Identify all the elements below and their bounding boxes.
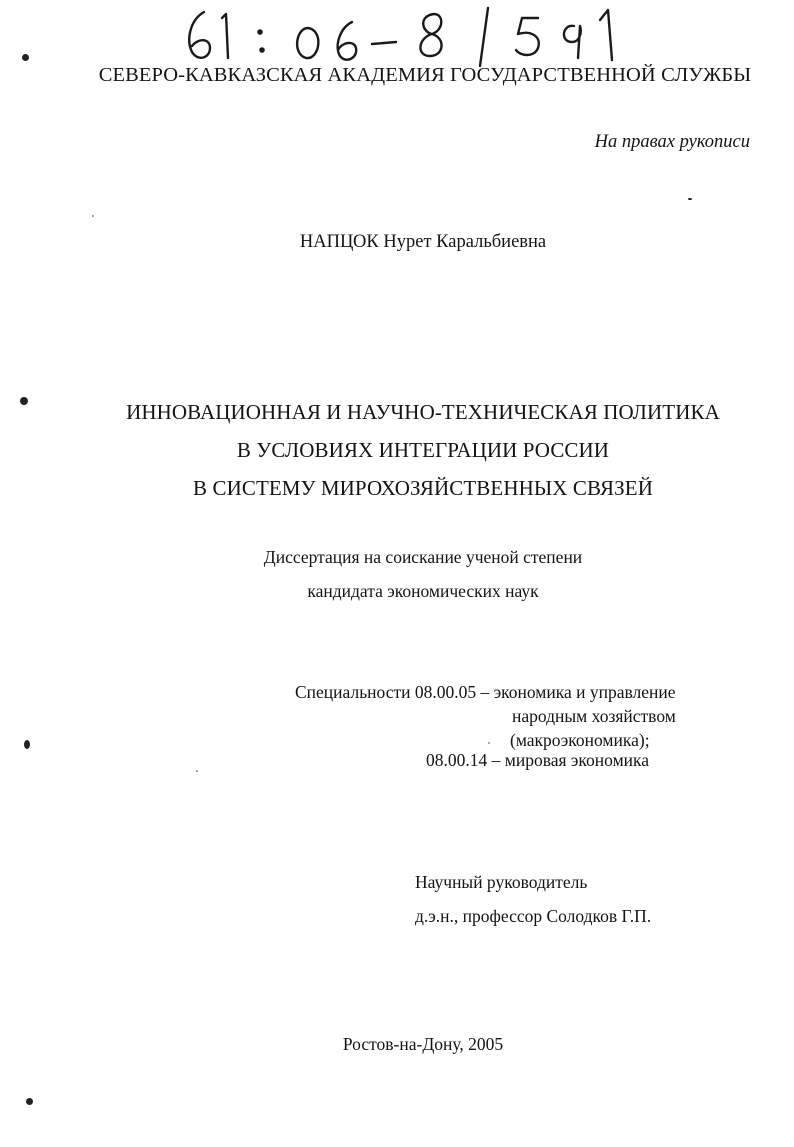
manuscript-rights-note: На правах рукописи bbox=[594, 132, 750, 152]
degree-description-line-1: Диссертация на соискание ученой степени bbox=[263, 547, 583, 567]
degree-description-line-2: кандидата экономических наук bbox=[307, 581, 539, 601]
scan-speck bbox=[488, 742, 490, 744]
supervisor-label: Научный руководитель bbox=[415, 872, 588, 892]
specialty-line-4: 08.00.14 – мировая экономика bbox=[426, 750, 650, 770]
place-and-year: Ростов-на-Дону, 2005 bbox=[342, 1034, 504, 1054]
dissertation-title-line-3: В СИСТЕМУ МИРОХОЗЯЙСТВЕННЫХ СВЯЗЕЙ bbox=[193, 476, 653, 500]
scan-speck bbox=[196, 770, 198, 772]
scan-speck bbox=[20, 397, 28, 405]
scan-speck bbox=[92, 215, 94, 217]
scan-speck bbox=[688, 198, 692, 200]
author-name: НАПЦОК Нурет Каральбиевна bbox=[299, 232, 547, 252]
specialty-line-3: (макроэкономика); bbox=[510, 730, 650, 750]
specialty-line-2: народным хозяйством bbox=[512, 706, 676, 726]
dissertation-title-line-1: ИННОВАЦИОННАЯ И НАУЧНО-ТЕХНИЧЕСКАЯ ПОЛИТИКА bbox=[126, 400, 720, 424]
scan-speck bbox=[26, 1098, 33, 1105]
specialty-line-1: Специальности 08.00.05 – экономика и управление bbox=[295, 682, 676, 702]
supervisor-name: д.э.н., профессор Солодков Г.П. bbox=[415, 906, 652, 926]
scan-speck bbox=[22, 54, 29, 61]
dissertation-title-line-2: В УСЛОВИЯХ ИНТЕГРАЦИИ РОССИИ bbox=[236, 438, 610, 462]
institution-name: СЕВЕРО-КАВКАЗСКАЯ АКАДЕМИЯ ГОСУДАРСТВЕННОЙ СЛУЖБЫ bbox=[98, 64, 752, 86]
scan-speck bbox=[24, 740, 30, 749]
handwritten-archive-number bbox=[182, 6, 622, 68]
